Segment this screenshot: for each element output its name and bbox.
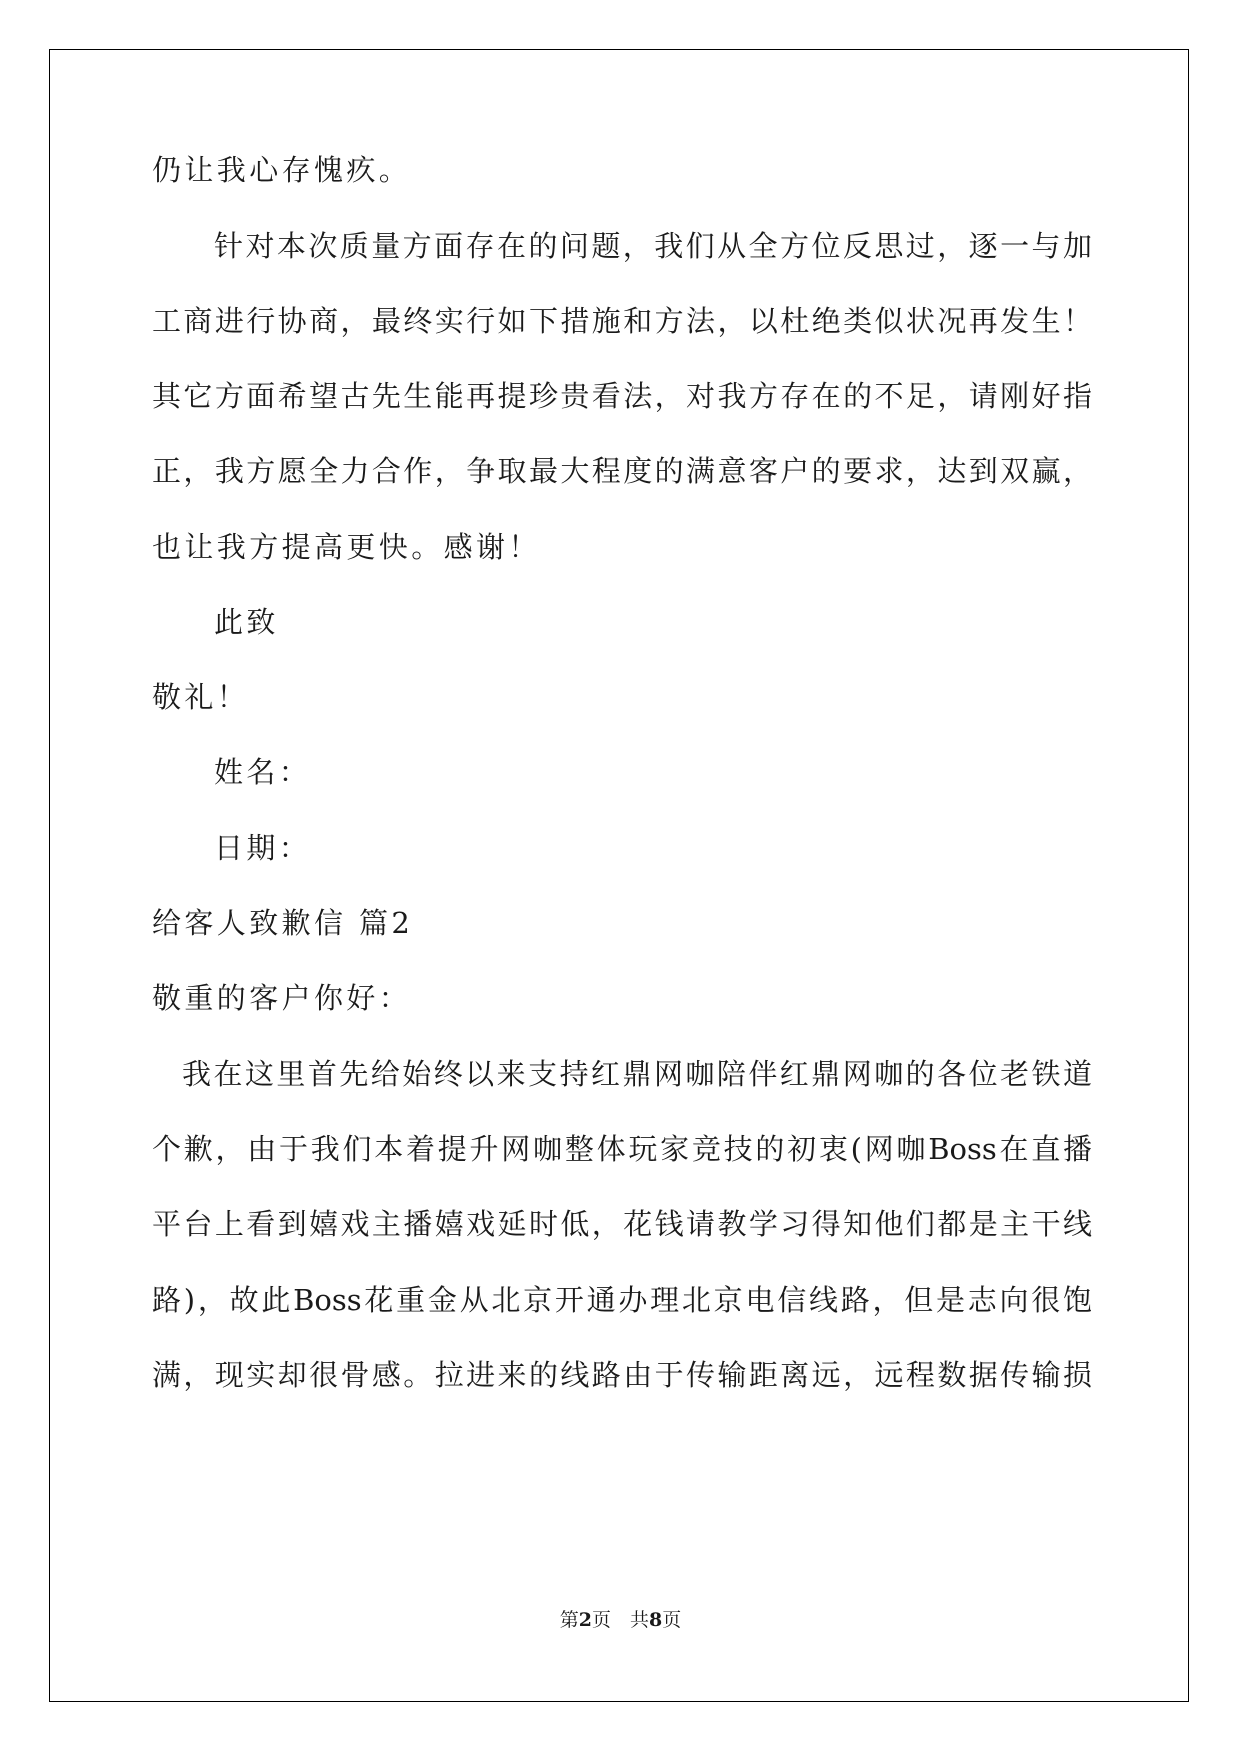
closing-salutation: 此致 [214,605,279,639]
total-page-number: 8 [649,1609,663,1631]
date-field-label: 日期： [214,831,312,865]
paragraph-line: 路)，故此Boss花重金从北京开通办理北京电信线路，但是志向很饱 [152,1283,1092,1317]
paragraph-line: 工商进行协商，最终实行如下措施和方法，以杜绝类似状况再发生！ [152,304,1092,338]
name-field-label: 姓名： [214,755,312,789]
paragraph-line: 个歉，由于我们本着提升网咖整体玩家竞技的初衷(网咖Boss在直播 [152,1132,1092,1166]
paragraph-line: 正，我方愿全力合作，争取最大程度的满意客户的要求，达到双赢， [152,454,1092,488]
section-heading: 给客人致歉信 篇2 [152,906,414,940]
paragraph-line: 针对本次质量方面存在的问题，我们从全方位反思过，逐一与加 [214,229,1092,263]
paragraph-line: 也让我方提高更快。感谢！ [152,530,541,564]
footer-middle: 页 共 [591,1609,649,1631]
paragraph-line: 满，现实却很骨感。拉进来的线路由于传输距离远，远程数据传输损 [152,1358,1092,1392]
page-footer [0,1608,1241,1632]
current-page-number: 2 [578,1609,592,1631]
paragraph-line: 我在这里首先给始终以来支持红鼎网咖陪伴红鼎网咖的各位老铁道 [182,1057,1092,1091]
paragraph-line: 平台上看到嬉戏主播嬉戏延时低，花钱请教学习得知他们都是主干线 [152,1207,1092,1241]
paragraph-line: 仍让我心存愧疚。 [152,153,412,187]
page-border [49,49,1189,1702]
closing-regards: 敬礼！ [152,680,250,714]
footer-prefix: 第 [559,1609,579,1631]
greeting-line: 敬重的客户你好： [152,981,412,1015]
footer-suffix: 页 [662,1609,682,1631]
paragraph-line: 其它方面希望古先生能再提珍贵看法，对我方存在的不足，请刚好指 [152,379,1092,413]
